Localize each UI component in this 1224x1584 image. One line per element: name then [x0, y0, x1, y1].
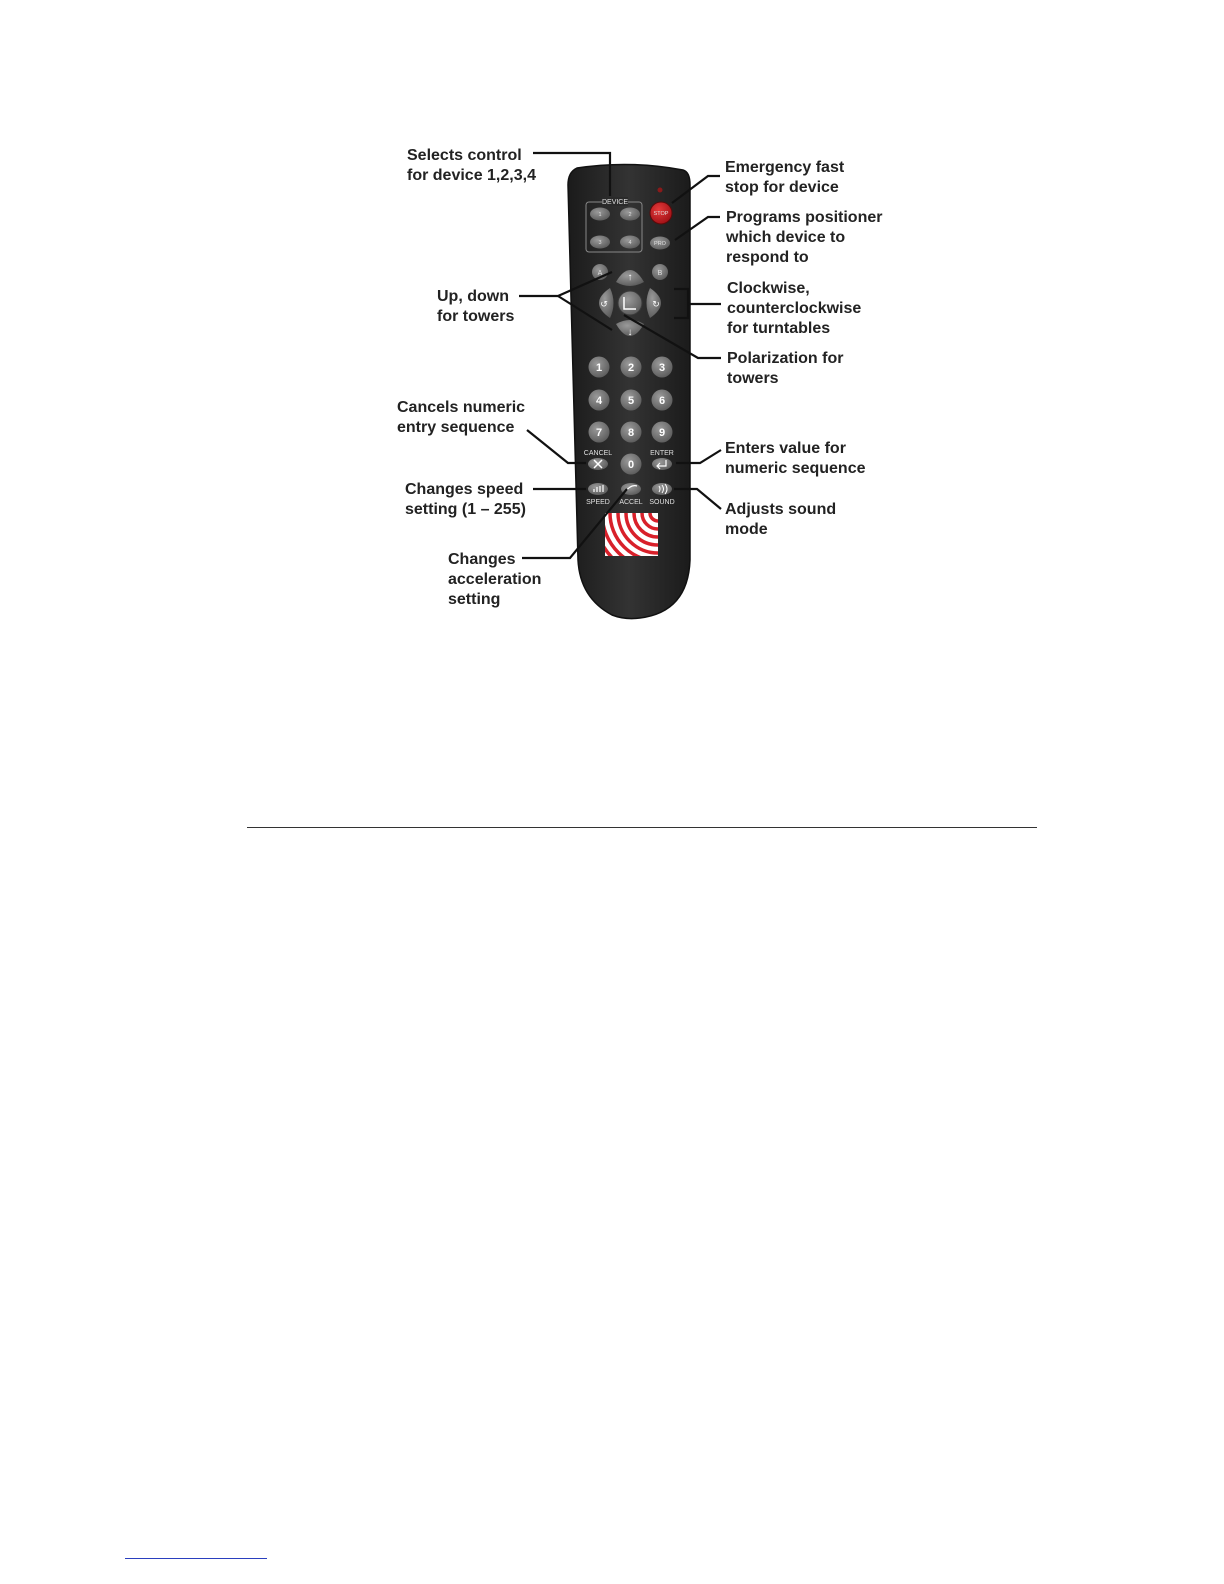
callout-enter-line-1: Enters value for	[725, 440, 846, 457]
device-button-2-label: 2	[628, 212, 632, 218]
key-6[interactable]	[652, 390, 673, 411]
indicator-led	[658, 188, 663, 193]
callout-rotate-line-2: counterclockwise	[727, 300, 862, 317]
device-group-label: DEVICE	[601, 199, 629, 206]
pro-button-label: PRO	[654, 241, 666, 247]
cancel-label: CANCEL	[583, 450, 613, 457]
callout-enter-line-2: numeric sequence	[725, 460, 866, 477]
sound-label: SOUND	[649, 499, 675, 506]
key-1-label: 1	[595, 362, 603, 374]
stop-button[interactable]	[650, 202, 672, 224]
callout-device-select-line-1: Selects control	[407, 147, 522, 164]
remote-diagram	[0, 0, 1224, 700]
callout-accel-line-2: acceleration	[448, 571, 542, 588]
callout-sound-line-2: mode	[725, 521, 768, 538]
enter-label: ENTER	[650, 450, 674, 457]
callout-cancel-line-2: entry sequence	[397, 419, 515, 436]
key-1[interactable]	[589, 357, 610, 378]
footnote-rule	[125, 1558, 267, 1559]
device-button-4[interactable]	[620, 236, 640, 249]
device-button-2[interactable]	[620, 208, 640, 221]
key-8[interactable]	[621, 422, 642, 443]
cancel-button[interactable]	[588, 458, 608, 470]
device-button-4-label: 4	[628, 240, 632, 246]
key-8-label: 8	[627, 427, 635, 439]
key-7-label: 7	[595, 427, 603, 439]
key-0-label: 0	[627, 459, 635, 471]
accel-label: ACCEL	[619, 499, 643, 506]
callout-rotate-line-3: for turntables	[727, 320, 831, 337]
key-4[interactable]	[589, 390, 610, 411]
callout-stop-line-2: stop for device	[725, 179, 839, 196]
device-button-3-label: 3	[598, 240, 602, 246]
counterclockwise-icon: ↺	[600, 299, 608, 309]
key-2[interactable]	[621, 357, 642, 378]
callout-cancel-line-1: Cancels numeric	[397, 399, 526, 416]
key-2-label: 2	[627, 362, 635, 374]
callout-sound-line-1: Adjusts sound	[725, 501, 837, 518]
device-button-1-label: 1	[598, 212, 602, 218]
callout-polarization-line-2: towers	[727, 370, 779, 387]
callout-device-select-line-2: for device 1,2,3,4	[407, 167, 536, 184]
callout-speed-line-2: setting (1 – 255)	[405, 501, 526, 518]
callout-program-line-3: respond to	[726, 249, 809, 266]
numeric-keypad	[589, 357, 673, 443]
key-3-label: 3	[658, 362, 666, 374]
sound-button[interactable]	[652, 483, 672, 495]
callout-up-down-line-2: for towers	[437, 308, 515, 325]
enter-button[interactable]	[652, 458, 672, 470]
callout-up-down-line-1: Up, down	[437, 288, 509, 305]
speed-label: SPEED	[586, 499, 610, 506]
key-9[interactable]	[652, 422, 673, 443]
device-button-3[interactable]	[590, 236, 610, 249]
callout-rotate-line-1: Clockwise,	[727, 280, 810, 297]
pro-button[interactable]	[650, 237, 670, 250]
callout-polarization-line-1: Polarization for	[727, 350, 844, 367]
key-7[interactable]	[589, 422, 610, 443]
down-arrow-icon: ↓	[627, 327, 633, 338]
b-button-label: B	[657, 270, 663, 277]
horizontal-rule	[247, 827, 1037, 828]
up-arrow-icon: ↑	[627, 272, 633, 283]
key-5-label: 5	[627, 395, 635, 407]
callout-program-line-1: Programs positioner	[726, 209, 883, 226]
polarization-button[interactable]	[618, 291, 642, 315]
callout-accel-line-3: setting	[448, 591, 501, 608]
a-button-label: A	[597, 270, 603, 277]
key-9-label: 9	[658, 427, 666, 439]
key-5[interactable]	[621, 390, 642, 411]
key-4-label: 4	[595, 395, 603, 407]
callout-program-line-2: which device to	[726, 229, 846, 246]
clockwise-icon: ↻	[652, 299, 660, 309]
key-6-label: 6	[658, 395, 666, 407]
callout-stop-line-1: Emergency fast	[725, 159, 845, 176]
b-button[interactable]	[652, 264, 668, 280]
speed-button[interactable]	[588, 483, 608, 495]
key-3[interactable]	[652, 357, 673, 378]
stop-button-label: STOP	[653, 211, 669, 217]
key-0[interactable]	[621, 454, 642, 475]
callout-speed-line-1: Changes speed	[405, 481, 524, 498]
device-button-1[interactable]	[590, 208, 610, 221]
callout-accel-line-1: Changes	[448, 551, 516, 568]
